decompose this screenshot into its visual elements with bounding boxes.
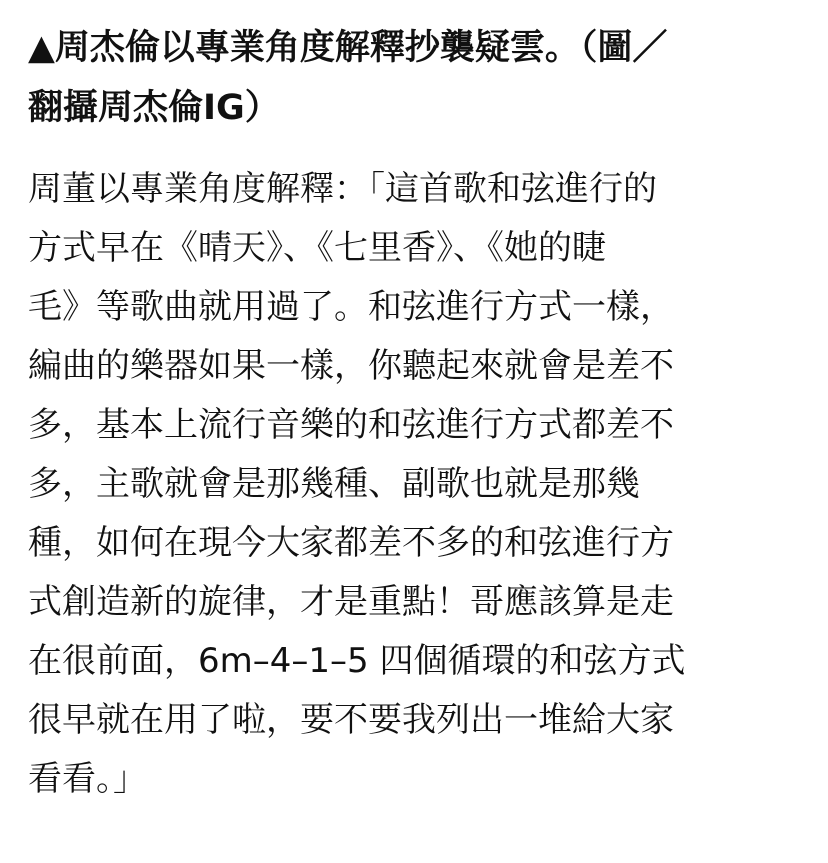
paragraph-line: 很早就在用了啦，要不要我列出一堆給大家 — [28, 700, 674, 740]
paragraph-line: 多，基本上流行音樂的和弦進行方式都差不 — [28, 405, 674, 445]
photo-caption — [28, 18, 808, 138]
paragraph-line: 看看。」 — [28, 759, 147, 799]
paragraph-line: 多，主歌就會是那幾種、副歌也就是那幾 — [28, 464, 640, 504]
article-paragraph — [28, 160, 808, 809]
paragraph-line: 種，如何在現今大家都差不多的和弦進行方 — [28, 523, 674, 563]
caption-line: 翻攝周杰倫IG） — [28, 88, 280, 128]
paragraph-line: 式創造新的旋律，才是重點！哥應該算是走 — [28, 582, 674, 622]
paragraph-line: 在很前面，6m–4–1–5 四個循環的和弦方式 — [28, 641, 686, 681]
caption-line: ▲周杰倫以專業角度解釋抄襲疑雲。（圖／ — [28, 28, 668, 68]
paragraph-line: 毛》等歌曲就用過了。和弦進行方式一樣， — [28, 287, 674, 327]
paragraph-line: 方式早在《晴天》、《七里香》、《她的睫 — [28, 228, 606, 268]
paragraph-line: 周董以專業角度解釋：「這首歌和弦進行的 — [28, 169, 657, 209]
paragraph-line: 編曲的樂器如果一樣，你聽起來就會是差不 — [28, 346, 674, 386]
